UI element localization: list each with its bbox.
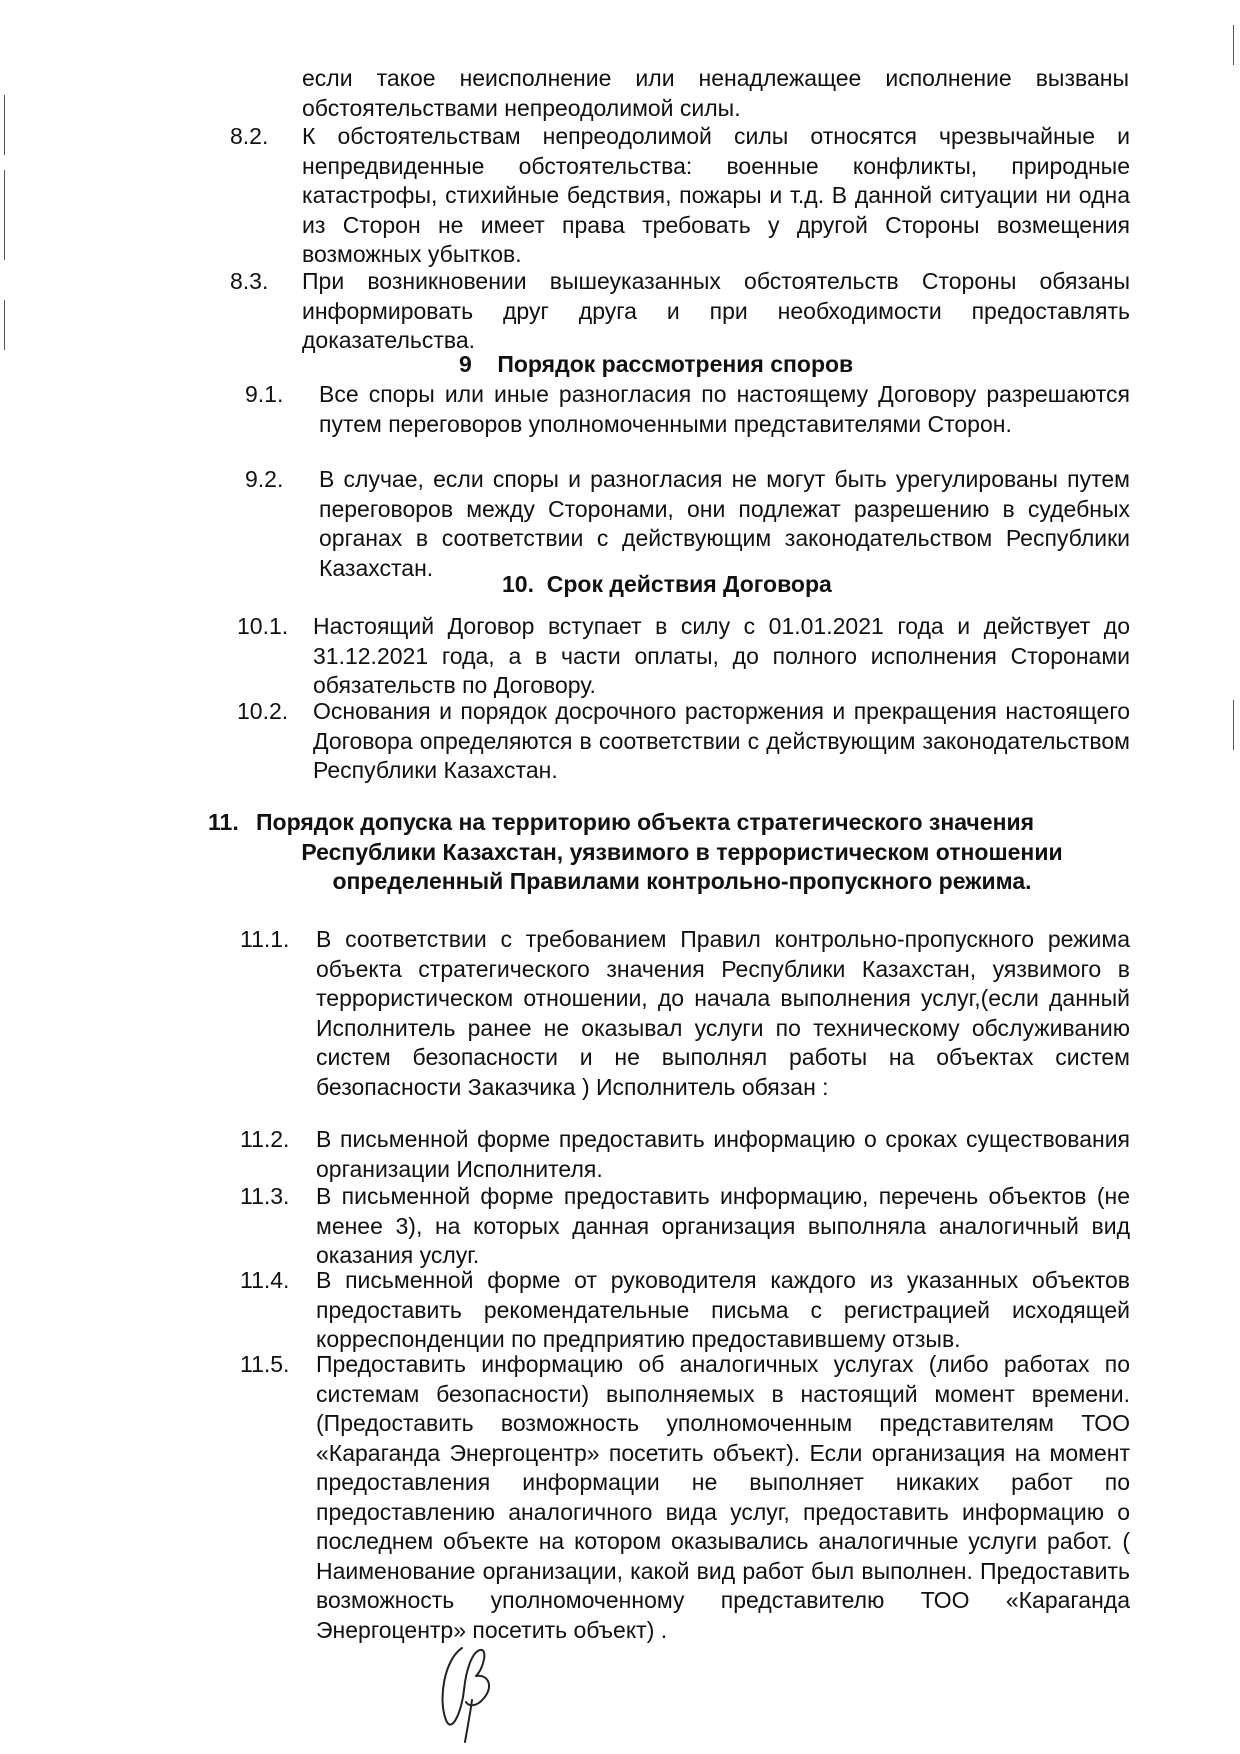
clause-9-2 <box>245 465 1130 583</box>
clause-number: 11.5. <box>240 1351 290 1377</box>
clause-11-4 <box>240 1266 1130 1355</box>
clause-text: Все споры или иные разногласия по настоящему Договору разрешаются путем переговоров уполномоченными представителями Сторон. <box>319 381 1130 437</box>
clause-11-5 <box>240 1350 1130 1645</box>
heading-line: Республики Казахстан, уязвимого в террористическом отношении <box>301 838 1063 865</box>
clause-10-1 <box>237 612 1130 701</box>
scan-edge-mark <box>4 95 5 155</box>
clause-text: При возникновении вышеуказанных обстоятельств Стороны обязаны информировать друг друга и при необходимости предоставлять доказательства. <box>302 268 1130 353</box>
clause-11-2 <box>240 1125 1130 1184</box>
clause-8-2 <box>230 122 1130 270</box>
section-heading-11 <box>208 808 1108 897</box>
clause-text: В случае, если споры и разногласия не могут быть урегулированы путем переговоров между Сторонами, они подлежат разрешению в судебных органах в соответствии с действующим законодательством Республики Казахстан. <box>319 466 1130 581</box>
clause-text: В письменной форме предоставить информацию, перечень объектов (не менее 3), на которых данная организация выполняла аналогичный вид оказания услуг. <box>316 1183 1130 1268</box>
clause-number: 8.3. <box>230 268 269 294</box>
clause-text: К обстоятельствам непреодолимой силы относятся чрезвычайные и непредвиденные обстоятельства: военные конфликты, природные катастрофы, стихийные бедствия, пожары и т.д. В данной ситуации ни одна из Сторон не имеет права требовать у другой Стороны возмещения возможных убытков. <box>302 123 1130 267</box>
clause-8-3 <box>230 267 1130 356</box>
continuation-paragraph <box>302 64 1129 123</box>
clause-number: 11.4. <box>240 1267 290 1293</box>
scan-edge-mark <box>4 170 5 260</box>
clause-text: В соответствии с требованием Правил контрольно-пропускного режима объекта стратегического значения Республики Казахстан, уязвимого в террористическом отношении, до начала выполнения услуг,(если данный Исполнитель ранее не оказывал услуги по техническому обслуживанию систем безопасности и не выполнял работы на объектах систем безопасности Заказчика ) Исполнитель обязан : <box>316 926 1130 1100</box>
paragraph-text: если такое неисполнение или ненадлежащее исполнение вызваны обстоятельствами непреодолимой силы. <box>302 65 1129 121</box>
clause-number: 10.1. <box>237 613 289 639</box>
clause-text: В письменной форме предоставить информацию о сроках существования организации Исполнителя. <box>316 1126 1130 1182</box>
clause-text: Предоставить информацию об аналогичных услугах (либо работах по системам безопасности) выполняемых в настоящий момент времени. (Предоставить возможность уполномоченным представителям ТОО «Караганда Энергоцентр» посетить объект). Если организация на момент предоставления информации не выполняет никаких работ по предоставлению аналогичного вида услуг, предоставить информацию о последнем объекте на котором оказывались аналогичные услуги работ. ( Наименование организации, какой вид работ был выполнен. Предоставить возможность уполномоченному представителю ТОО «Караганда Энергоцентр» посетить объект) . <box>316 1351 1130 1643</box>
clause-text: В письменной форме от руководителя каждого из указанных объектов предоставить рекомендательные письма с регистрацией исходящей корреспонденции по предприятию предоставившему отзыв. <box>316 1267 1130 1352</box>
clause-number: 11.3. <box>240 1183 290 1209</box>
scan-edge-mark <box>1233 25 1234 65</box>
clause-number: 11.2. <box>240 1126 290 1152</box>
clause-text: Настоящий Договор вступает в силу с 01.01.2021 года и действует до 31.12.2021 года, а в части оплаты, до полного исполнения Сторонами обязательств по Договору. <box>313 613 1130 698</box>
section-heading-10: 10. Срок действия Договора <box>502 571 832 597</box>
handwritten-signature <box>432 1640 502 1745</box>
scan-edge-mark <box>4 300 5 350</box>
heading-line: Порядок допуска на территорию объекта стратегического значения <box>256 809 1035 835</box>
clause-number: 9.2. <box>245 466 284 492</box>
clause-number: 8.2. <box>230 123 269 149</box>
clause-number: 10.2. <box>237 698 289 724</box>
clause-number: 9.1. <box>245 381 284 407</box>
section-number: 11. <box>208 809 239 835</box>
clause-text: Основания и порядок досрочного расторжения и прекращения настоящего Договора определяются в соответствии с действующим законодательством Республики Казахстан. <box>313 698 1130 783</box>
clause-11-1 <box>240 925 1130 1102</box>
clause-11-3 <box>240 1182 1130 1271</box>
section-heading-9: 9 Порядок рассмотрения споров <box>459 351 854 377</box>
clause-10-2 <box>237 697 1130 786</box>
heading-line: определенный Правилами контрольно-пропускного режима. <box>332 868 1032 894</box>
clause-number: 11.1. <box>240 926 290 952</box>
scan-edge-mark <box>1233 700 1234 750</box>
clause-9-1 <box>245 380 1130 439</box>
